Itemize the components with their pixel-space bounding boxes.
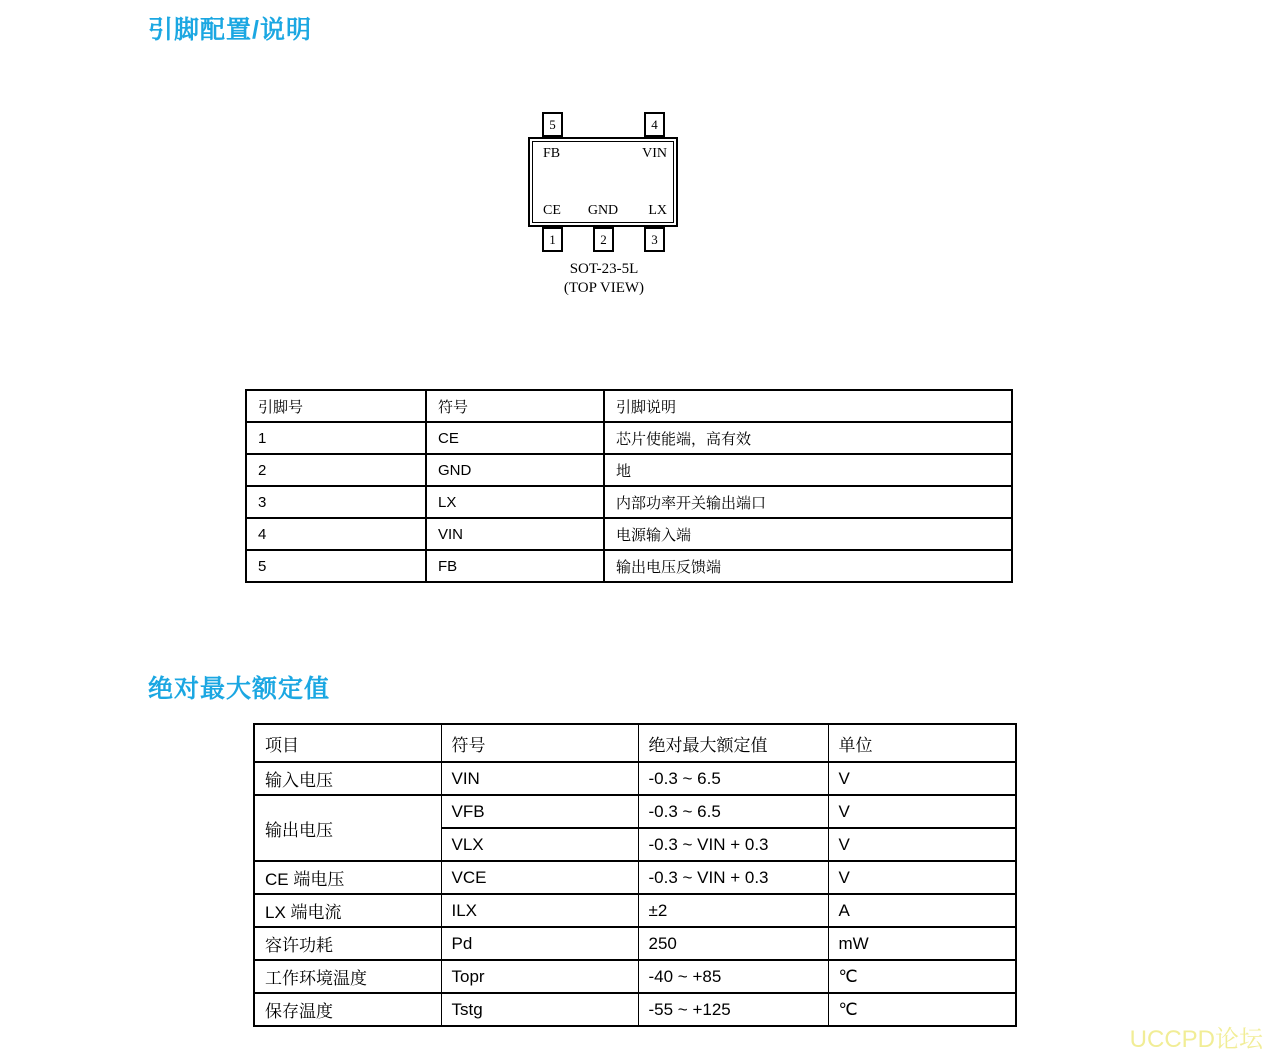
- amr-header-symbol: 符号: [441, 724, 638, 762]
- table-row: [254, 762, 1016, 795]
- table-row: [254, 861, 1016, 894]
- pin-4-number: 4: [651, 117, 658, 132]
- pin-3-number: 3: [651, 232, 658, 247]
- amr-item: 工作环境温度: [254, 960, 441, 993]
- amr-value: -40 ~ +85: [638, 960, 828, 993]
- amr-symbol: Tstg: [441, 993, 638, 1026]
- table-row: [254, 795, 1016, 828]
- amr-value: ±2: [638, 894, 828, 927]
- amr-symbol: VCE: [441, 861, 638, 894]
- amr-unit: V: [828, 762, 1016, 795]
- amr-item: CE 端电压: [254, 861, 441, 894]
- amr-symbol: Pd: [441, 927, 638, 960]
- pin-description: 地: [604, 454, 1012, 486]
- chip-body: [528, 137, 678, 227]
- table-row: [246, 454, 1012, 486]
- pin-number: 5: [246, 550, 426, 582]
- amr-header-unit: 单位: [828, 724, 1016, 762]
- amr-value: -55 ~ +125: [638, 993, 828, 1026]
- pin-config-heading: 引脚配置/说明: [148, 16, 312, 44]
- amr-unit: V: [828, 795, 1016, 828]
- table-row: [254, 894, 1016, 927]
- pin-2-number: 2: [600, 232, 607, 247]
- pin-5-number: 5: [549, 117, 556, 132]
- amr-symbol: VLX: [441, 828, 638, 861]
- pin-description-table: [245, 389, 1013, 583]
- amr-value: -0.3 ~ VIN + 0.3: [638, 861, 828, 894]
- amr-value: -0.3 ~ VIN + 0.3: [638, 828, 828, 861]
- package-view-label: (TOP VIEW): [563, 280, 645, 296]
- amr-unit: V: [828, 828, 1016, 861]
- table-row: [246, 422, 1012, 454]
- pin-description: 电源输入端: [604, 518, 1012, 550]
- watermark-text: UCCPD论坛: [1129, 1026, 1263, 1053]
- pin-5-lead: [542, 112, 563, 137]
- amr-header-item: 项目: [254, 724, 441, 762]
- amr-item: 保存温度: [254, 993, 441, 1026]
- table-row: [254, 927, 1016, 960]
- amr-unit: A: [828, 894, 1016, 927]
- table-row: [254, 960, 1016, 993]
- amr-item: LX 端电流: [254, 894, 441, 927]
- pin-symbol: FB: [426, 550, 604, 582]
- amr-value: -0.3 ~ 6.5: [638, 762, 828, 795]
- package-name: SOT-23-5L: [569, 261, 639, 277]
- pin-4-lead: [644, 112, 665, 137]
- amr-item: 容许功耗: [254, 927, 441, 960]
- pin-symbol: VIN: [426, 518, 604, 550]
- pin-symbol: LX: [426, 486, 604, 518]
- pin-1-number: 1: [549, 232, 556, 247]
- absolute-maximum-ratings-table: [253, 723, 1017, 1027]
- pin-description: 芯片使能端，高有效: [604, 422, 1012, 454]
- amr-header-value: 绝对最大额定值: [638, 724, 828, 762]
- pin-3-lead: [644, 227, 665, 252]
- pin-description: 内部功率开关输出端口: [604, 486, 1012, 518]
- table-row: [254, 993, 1016, 1026]
- amr-symbol: Topr: [441, 960, 638, 993]
- amr-symbol: ILX: [441, 894, 638, 927]
- pin-table-header-symbol: 符号: [426, 390, 604, 422]
- amr-item: 输入电压: [254, 762, 441, 795]
- pin-2-lead: [593, 227, 614, 252]
- pin-symbol: GND: [426, 454, 604, 486]
- amr-symbol: VIN: [441, 762, 638, 795]
- chip-label-lx: LX: [648, 203, 667, 218]
- table-row: [246, 550, 1012, 582]
- pin-symbol: CE: [426, 422, 604, 454]
- pin-table-header-row: [246, 390, 1012, 422]
- pin-number: 3: [246, 486, 426, 518]
- pin-number: 2: [246, 454, 426, 486]
- pin-description: 输出电压反馈端: [604, 550, 1012, 582]
- chip-label-gnd: GND: [587, 203, 619, 218]
- pin-table-header-description: 引脚说明: [604, 390, 1012, 422]
- chip-label-fb: FB: [543, 146, 561, 161]
- amr-header-row: [254, 724, 1016, 762]
- chip-label-vin: VIN: [642, 146, 667, 161]
- pin-1-lead: [542, 227, 563, 252]
- amr-value: -0.3 ~ 6.5: [638, 795, 828, 828]
- amr-unit: V: [828, 861, 1016, 894]
- amr-item: 输出电压: [254, 795, 441, 861]
- table-row: [246, 486, 1012, 518]
- chip-label-ce: CE: [543, 203, 561, 218]
- pin-number: 1: [246, 422, 426, 454]
- abs-max-heading: 绝对最大额定值: [148, 675, 331, 703]
- pin-number: 4: [246, 518, 426, 550]
- amr-unit: ℃: [828, 960, 1016, 993]
- package-diagram: [528, 105, 680, 305]
- table-row: [246, 518, 1012, 550]
- pin-table-header-number: 引脚号: [246, 390, 426, 422]
- amr-symbol: VFB: [441, 795, 638, 828]
- amr-unit: mW: [828, 927, 1016, 960]
- amr-unit: ℃: [828, 993, 1016, 1026]
- amr-value: 250: [638, 927, 828, 960]
